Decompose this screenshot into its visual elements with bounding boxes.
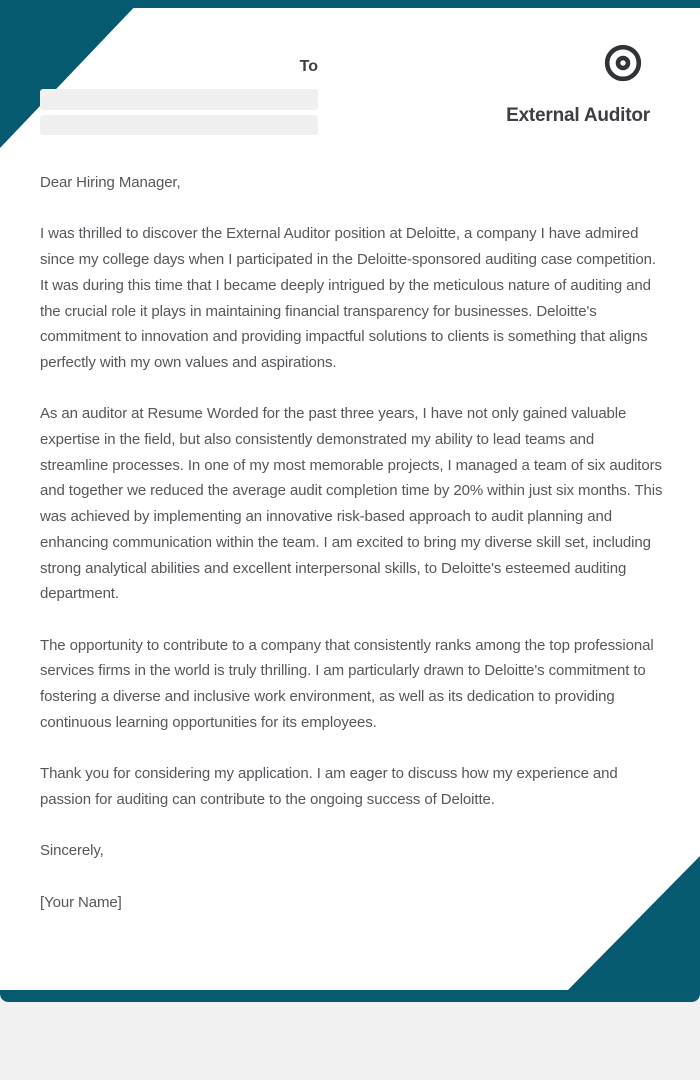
letter-body: [40, 170, 664, 941]
to-label: To: [299, 58, 318, 75]
letter-paragraph: The opportunity to contribute to a company that consistently ranks among the top professional services firms in the world is truly thrilling. I am particularly drawn to Deloitte's commitment to fostering a diverse and inclusive work environment, as well as its dedication to providing continuous learning opportunities for its employees.: [40, 636, 654, 731]
page-background-gap: [0, 1002, 700, 1080]
bottom-accent-strip: [0, 990, 700, 1002]
target-icon: [603, 43, 643, 83]
letter-paragraph: As an auditor at Resume Worded for the past three years, I have not only gained valuable expertise in the field, but also consistently demonstrated my ability to lead teams and streamline processes. In one of my most memorable projects, I managed a team of six auditors and together we reduced the average audit completion time by 20% within just six months. This was achieved by implementing an innovative risk-based approach to audit planning and enhancing communication within the team. I am excited to bring my diverse skill set, including strong analytical abilities and excellent interpersonal skills, to Deloitte's esteemed auditing department.: [40, 405, 663, 603]
job-title: External Auditor: [506, 105, 650, 126]
letter-paragraph: I was thrilled to discover the External Auditor position at Deloitte, a company I have admired since my college days when I participated in the Deloitte-sponsored auditing case competition. It was during this time that I became deeply intrigued by the meticulous nature of auditing and the crucial role it plays in maintaining financial transparency for businesses. Deloitte's commitment to innovation and providing impactful solutions to clients is something that aligns perfectly with my own values and aspirations.: [40, 225, 656, 371]
letter-paragraphs: [40, 221, 664, 812]
letter-paragraph: Thank you for considering my application. I am eager to discuss how my experience and passion for auditing can contribute to the ongoing success of Deloitte.: [40, 765, 618, 808]
signature: [Your Name]: [40, 893, 122, 911]
greeting: Dear Hiring Manager,: [40, 174, 181, 191]
closing: Sincerely,: [40, 842, 104, 860]
